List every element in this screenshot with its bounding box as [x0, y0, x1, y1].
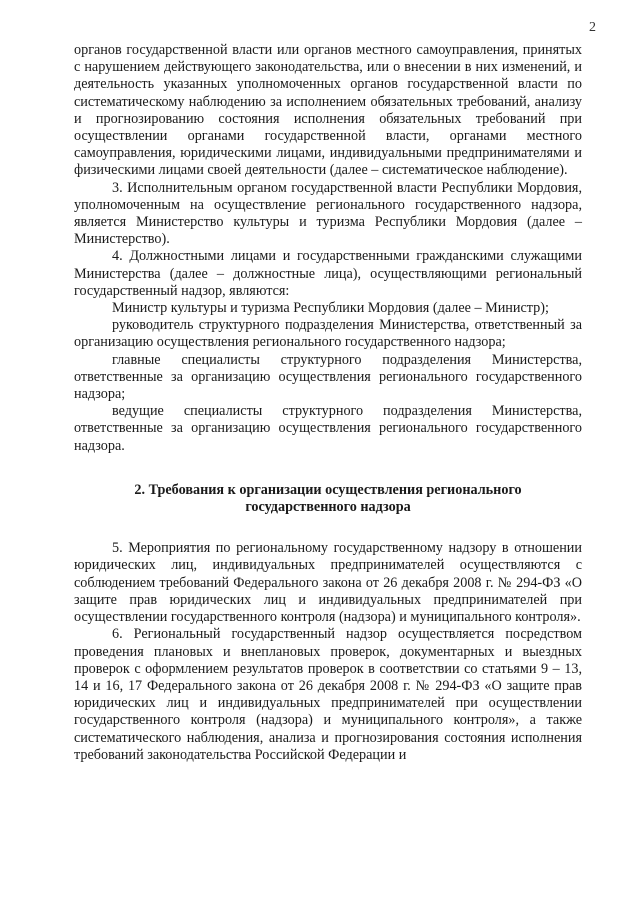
list-item-head: руководитель структурного подразделения Министерства, ответственный за организацию осуществления регионального государственного надзора;	[74, 317, 582, 351]
document-body	[74, 42, 582, 764]
paragraph-5: 5. Мероприятия по региональному государственному надзору в отношении юридических лиц, индивидуальных предпринимателей осуществляются с соблюдением требований Федерального закона от 26 декабря 2008 г. № 294-ФЗ «О защите прав юридических лиц и индивидуальных предпринимателей при осуществлении государственного контроля (надзора) и муниципального контроля».	[74, 540, 582, 626]
paragraph-3: 3. Исполнительным органом государственной власти Республики Мордовия, уполномоченным на осуществление регионального государственного надзора, является Министерство культуры и туризма Республики Мордовия (далее – Министерство).	[74, 179, 582, 248]
list-item-minister: Министр культуры и туризма Республики Мордовия (далее – Министр);	[112, 300, 549, 317]
list-item-leading-specialists: ведущие специалисты структурного подразделения Министерства, ответственные за организацию осуществления регионального государственного надзора.	[74, 403, 582, 454]
section-heading	[74, 482, 582, 516]
paragraph-continuation: органов государственной власти или органов местного самоуправления, принятых с нарушением действующего законодательства, или о внесении в них изменений, и деятельность указанных уполномоченных органов государственной власти по систематическому наблюдению за исполнением обязательных требований, анализу и прогнозированию состояния исполнения обязательных требований при осуществлении органами государственной власти, органами местного самоуправления, юридическими лицами, индивидуальными предпринимателями и физическими лицами своей деятельности (далее – систематическое наблюдение).	[74, 42, 582, 179]
paragraph-4: 4. Должностными лицами и государственными гражданскими служащими Министерства (далее – должностные лица), осуществляющими региональный государственный надзор, являются:	[74, 248, 582, 299]
paragraph-6: 6. Региональный государственный надзор осуществляется посредством проведения плановых и внеплановых проверок, документарных и выездных проверок с оформлением результатов проверок в соответствии со статьями 9 – 13, 14 и 16, 17 Федерального закона от 26 декабря 2008 г. № 294-ФЗ «О защите прав юридических лиц и индивидуальных предпринимателей при осуществлении государственного контроля (надзора) и муниципального контроля», а также систематического наблюдения, анализа и прогнозирования состояния исполнения требований законодательства Российской Федерации и	[74, 626, 582, 763]
section-heading-line-1: 2. Требования к организации осуществления регионального	[134, 481, 522, 498]
section-heading-line-2: государственного надзора	[245, 499, 411, 516]
list-item-chief-specialists: главные специалисты структурного подразделения Министерства, ответственные за организацию осуществления регионального государственного надзора;	[74, 351, 582, 403]
page-number: 2	[589, 20, 596, 35]
